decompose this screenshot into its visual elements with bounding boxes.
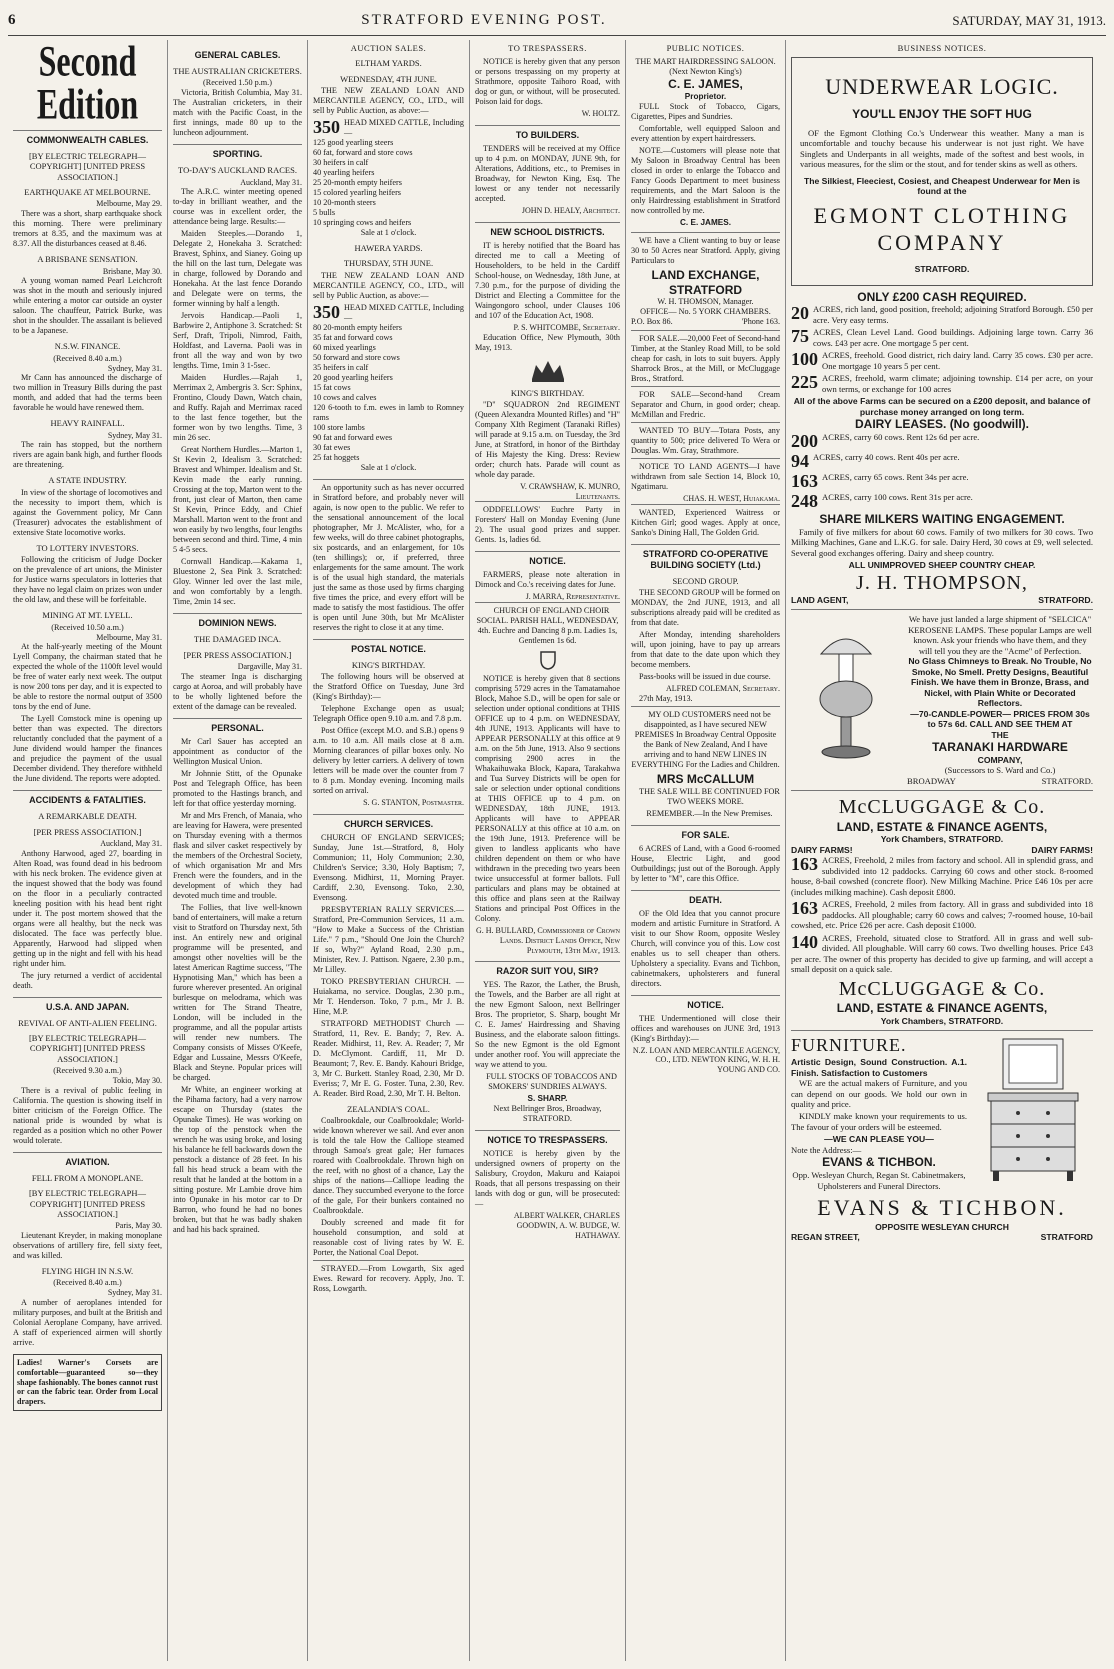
column-heading: BUSINESS NOTICES. xyxy=(897,43,987,53)
barber-advert: YES. The Razor, the Lather, the Brush, the Towels, and the Barber are all right at the new Egmont Saloon, next Bellringer Bros. The proprietor, S. Sharp, bought Mr C. E. James' Hairdressing and Shaving Business, and the elaborate saloon fittings. So the new Egmont is the old Egmont under another roof. You will appreciate the way we attend to you. xyxy=(475,980,620,1070)
cattle-heading: HEAD MIXED CATTLE, Including— xyxy=(344,118,464,138)
advert-subtitle: Artistic Design, Sound Construction. A.1. Finish. Satisfaction to Customers xyxy=(791,1057,967,1078)
acreage-text: ACRES, rich land, good position, freehold; adjoining Stratford Borough. £50 per acre. Very easy terms. xyxy=(813,304,1093,325)
town: STRATFORD. xyxy=(1041,775,1093,786)
dairy-farm-item xyxy=(791,899,1093,930)
agent-title: LAND AGENT, xyxy=(791,594,849,605)
stock-item: 25 fat hoggets xyxy=(313,452,360,462)
furniture-advert xyxy=(791,1031,1093,1191)
article-heading: HAWERA YARDS. xyxy=(354,243,423,254)
article-text: Maiden Steeples.—Dorando 1, Delegate 2, Honekaha 3. Scratched: Bravest, Sphinx, and Sianey. Going up the hill on the last turn, Delegate was in charge, followed by Dorando and Honekaha. At the last fence Dorando and Delegate were on terms, the former winning by half a length. xyxy=(173,229,302,309)
barber-address: Next Bellringer Bros, Broadway, STRATFORD. xyxy=(493,1104,602,1124)
section-heading: ACCIDENTS & FATALITIES. xyxy=(13,790,162,806)
section-heading: SPORTING. xyxy=(173,144,302,160)
dateline: Auckland, May 31. xyxy=(240,177,302,187)
society-subheading: SECOND GROUP. xyxy=(672,575,739,586)
article-heading: FELL FROM A MONOPLANE. xyxy=(31,1172,144,1183)
strayed-notice: STRAYED.—From Lowgarth, Six aged Ewes. Reward for recovery. Apply, Jno. T. Ross, Lowgarth. xyxy=(313,1260,464,1294)
land-exchange-name: LAND EXCHANGE, STRATFORD xyxy=(651,267,760,297)
newspaper-title: STRATFORD EVENING POST. xyxy=(361,12,607,28)
dateline: Brisbane, May 30. xyxy=(102,266,162,276)
firm-location: OPPOSITE WESLEYAN CHURCH xyxy=(875,1221,1009,1232)
stock-list xyxy=(313,323,464,463)
page-number: 6 xyxy=(8,12,16,28)
farm-list xyxy=(791,304,1093,394)
address-row xyxy=(907,776,1093,786)
advert-subtitle: DAIRY LEASES. (No goodwill). xyxy=(855,417,1029,432)
advert-title: FURNITURE. xyxy=(791,1035,907,1056)
acreage-text: ACRES, Clean Level Land. Good buildings. Adjoining large town. Carry 36 cows. £43 per acre. One mortgage 5 per cent. xyxy=(813,327,1093,348)
sale-text: 6 ACRES of Land, with a Good 6-roomed House, Electric Light, and good Outbuildings; just out of the Borough. Apply by letter to "M", care this Office. xyxy=(631,843,780,883)
company-name: COMPANY xyxy=(877,229,1007,255)
article-text: Mr Cann has announced the discharge of two million in Treasury Bills during the past month, and added that had the terms been favorable he would have renewed them. xyxy=(13,373,162,413)
society-text: After Monday, intending shareholders will, upon joining, have to pay up arrears from that date to the date upon which they become members. xyxy=(631,630,780,670)
signature: W. HOLTZ. xyxy=(581,109,620,119)
company-name: TARANAKI HARDWARE xyxy=(932,740,1068,755)
notice-heading: DEATH. xyxy=(631,890,780,906)
acreage-number: 163 xyxy=(791,854,818,875)
article-text: A number of aeroplanes intended for military purposes, and built at the British and Colonial Aeroplane Company, have arrived. A staff of experienced airmen will shortly arrive. xyxy=(13,1298,162,1348)
advert-title: UNDERWEAR LOGIC. xyxy=(825,74,1059,100)
advert-text: KINDLY make known your requirements to us. The favour of your orders will be esteemed. xyxy=(791,1111,967,1132)
signature: ALFRED COLEMAN, Secretary. xyxy=(666,684,780,694)
notice-text: "D" SQUADRON 2nd REGIMENT (Queen Alexandra Mounted Rifles) and "H" Company XIth Regiment (Taranaki Rifles) will parade at 9.15 a.m. on Tuesday, the 3rd June, at Stratford, in honor of the Birthday of His Majesty the King. Dress: Review order; church hats. Parade will count as whole day parade. xyxy=(475,399,620,479)
advert-subtitle: SHARE MILKERS WAITING ENGAGEMENT. xyxy=(819,511,1065,526)
contact-row xyxy=(631,317,780,327)
advert-text: Family of five milkers for about 60 cows. Family of two milkers for 30 cows. Two Milking Machines, Gane and L.K.G. for sale. Dairy Herd, 30 cows at £9, well selected. Several good exchanges offering. Dairy and sheep country. xyxy=(791,526,1093,558)
article-heading: ELTHAM YARDS. xyxy=(355,58,422,69)
auction-text: THE NEW ZEALAND LOAN AND MERCANTILE AGENCY, CO., LTD., will sell by Public Auction, as above:— xyxy=(313,270,464,300)
acreage-number: 200 xyxy=(791,430,818,451)
kerosene-lamp-icon xyxy=(791,614,901,764)
column-5 xyxy=(626,40,786,1661)
article-text: There is a revival of public feeling in California. The question is showing itself in bitter criticism of the Foreign Office. The national pride is wounded by what is regarded as a position which no other Power would tolerate. xyxy=(13,1085,162,1145)
masthead xyxy=(8,6,1106,36)
mccallum-advert: REMEMBER.—In the New Premises. xyxy=(646,808,773,818)
advert-text: ALL UNIMPROVED SHEEP COUNTRY CHEAP. xyxy=(848,560,1036,571)
stock-item: 40 yearling heifers xyxy=(313,168,375,178)
proprietor-title: Proprietor. xyxy=(684,91,727,101)
classified-ad: NOTICE TO LAND AGENTS—I have withdrawn from sale Section 14, Block 10, Ngatimaru. xyxy=(631,458,780,492)
notice-text: Post Office (except M.O. and S.B.) opens 9 a.m. to 10 a.m. All mails close at 8 a.m. Morning clearances of pillar boxes only. No delivery by letter carriers. A delivery of town letters will be made over the counter from 7 to 8 p.m. Monday evening. Incoming mails sorted on arrival. xyxy=(313,726,464,796)
stock-item: 60 mixed yearlings xyxy=(313,342,376,352)
dateline: Melbourne, May 31. xyxy=(96,632,162,642)
notice-text: THE Undermentioned will close their offices and warehouses on JUNE 3rd, 1913 (King's Birthday):— xyxy=(631,1013,780,1043)
article-text: The A.R.C. winter meeting opened to-day in brilliant weather, and the course was in excellent order, the attendance being large. Results:— xyxy=(173,187,302,227)
dairy-farm-list xyxy=(791,855,1093,974)
cattle-count: 350 xyxy=(313,301,340,322)
section-heading: DOMINION NEWS. xyxy=(173,613,302,629)
article-heading: A REMARKABLE DEATH. xyxy=(38,811,137,822)
underwear-advert xyxy=(791,57,1093,286)
acreage-number: 94 xyxy=(791,450,809,471)
society-text: Pass-books will be issued in due course. xyxy=(639,672,771,682)
advert-title: ONLY £200 CASH REQUIRED. xyxy=(857,289,1027,304)
page-columns xyxy=(8,40,1106,1661)
notice-heading: TO BUILDERS. xyxy=(475,125,620,141)
notice-text: NOTICE is hereby given that any person or persons trespassing on my property at Strathmore, opposite Taihoro Road, with dog or gun, or without, will be prosecuted. Poison laid for dogs. xyxy=(475,57,620,107)
dairy-farm-item xyxy=(791,933,1093,975)
article-text: A young woman named Pearl Leichcroft was shot in the mouth and seriously injured while entering a motor car outside an oyster saloon. The chauffeur, Patrick Burke, was shot in the shoulder. The assailant is believed to be a Japanese. xyxy=(13,276,162,336)
advert-text: OF the Egmont Clothing Co.'s Underwear this weather. Many a man is uncomfortable and touchy because his underwear is not just right. We have Singlets and Underpants in all weights, made of the softest and best wools, in various measures, for the slim or the stout, and for tender skins as well as others. xyxy=(800,127,1084,170)
farm-item xyxy=(791,304,1093,325)
stock-list xyxy=(313,138,464,228)
article-text: At the half-yearly meeting of the Mount Lyell Company, the chairman stated that he expected the whole of the 1100ft level would be free of water early next week. The output is now 200 tons per day, and it is expected to be able to restore the normal output of 3500 tons by the end of June. xyxy=(13,642,162,712)
column-4 xyxy=(470,40,626,1661)
company-subtitle: LAND, ESTATE & FINANCE AGENTS, xyxy=(836,819,1048,834)
advert-text: —WE CAN PLEASE YOU— xyxy=(824,1134,934,1145)
copyright-line: [PER PRESS ASSOCIATION.] xyxy=(33,826,142,837)
notice-text: FARMERS, please note alteration in Dimock and Co.'s receiving dates for June. xyxy=(475,570,620,590)
advert-text: The Silkiest, Fleeciest, Cosiest, and Cheapest Underwear for Men is found at the xyxy=(803,175,1081,197)
crown-icon xyxy=(528,357,568,383)
acreage-number: 140 xyxy=(791,931,818,952)
article-heading: N.S.W. FINANCE. xyxy=(54,341,121,352)
notice-heading: NOTICE. xyxy=(631,995,780,1011)
article-text: The jury returned a verdict of accidental death. xyxy=(13,970,162,990)
copyright-line: [BY ELECTRIC TELEGRAPH—COPYRIGHT] [UNITED PRESS ASSOCIATION.] xyxy=(28,1033,147,1064)
coal-poem: Coalbrookdale, our Coalbrookdale; World-wide known wherever we sail. And ever anon is told the tale How the Calliope steamed through Samoa's great gale; Her furnaces roared with Coalbrookdale. Thrown high on the reef, with no ghost of a chance, Lay the ships of the nations—Calliope leading the dance. They succumbed everyone to the force of the gale, For their bunkers contained no Coalbrookdale. xyxy=(313,1116,464,1216)
saloon-text: FULL Stock of Tobacco, Cigars, Cigarettes, Pipes and Sundries. xyxy=(631,101,780,121)
article-text: In view of the shortage of locomotives and the necessity to import them, which is against the Government policy, Mr Cann (Treasurer) advocates the establishment of extensive State locomotive works. xyxy=(13,487,162,537)
classified-ad: WANTED, Experienced Waitress or Kitchen Girl; good wages. Apply at once, Sanko's Dining Hall, The Golden Grid. xyxy=(631,504,780,538)
auction-text: THE NEW ZEALAND LOAN AND MERCANTILE AGENCY, CO., LTD., will sell by Public Auction, as above:— xyxy=(313,86,464,116)
signature: J. MARRA, Representative. xyxy=(525,592,620,602)
church-service: CHURCH OF ENGLAND SERVICES; Sunday, June 1st.—Stratford, 8, Holy Communion; 11, Holy Communion; 2.30, Children's Service; 3.30, Holy Baptism; 7, Evensong. Midhirst, 11, Morning Prayer. Cardiff, 2.30, Evensong. Toko, 2.30, Evensong. xyxy=(313,832,464,902)
acreage-number: 20 xyxy=(791,303,809,324)
acreage-number: 225 xyxy=(791,372,818,393)
article-text: Mr and Mrs French, of Manaia, who are leaving for Hawera, were presented on Thursday evening with a thermos flask and silver casket respectively by the members of the Orchestral Society, of which organisation Mr and Mrs French were the founders, and in the development of which they had devoted much time and trouble. xyxy=(173,810,302,900)
acreage-text: ACRES, Freehold, 2 miles from factory. All in grass and subdivided into 18 paddocks. All ploughable; carry 60 cows and calves; 7-roomed house, 10-bail cowshed, etc. Price £26 per acre. Cash deposit £1000. xyxy=(791,899,1093,931)
company-name: McCLUGGAGE & Co. xyxy=(838,977,1046,1000)
dateline: Sydney, May 31. xyxy=(107,1288,162,1298)
coat-of-arms-icon xyxy=(533,650,563,670)
advert-text: (Successors to S. Ward and Co.) xyxy=(944,765,1056,776)
section-heading: AVIATION. xyxy=(13,1152,162,1168)
stock-item: 30 fat ewes xyxy=(313,442,351,452)
agent-row xyxy=(791,595,1093,605)
notice-text: The following hours will be observed at the Stratford Office on Tuesday, June 3rd (King's Birthday):— xyxy=(313,672,464,702)
signature: G. H. BULLARD, Commissioner of Crown Lands. District Lands Office, New Plymouth, 13th May, 1913. xyxy=(475,926,620,955)
farm-item xyxy=(791,327,1093,348)
stock-item: 60 fat, forward and store cows xyxy=(313,148,413,158)
stock-item: 10 20-month steers xyxy=(313,198,376,208)
acreage-text: ACRES, freehold, warm climate; adjoining township. £14 per acre, on your own terms, or exchange for 100 acres xyxy=(822,373,1093,394)
firm-name: EVANS & TICHBON. xyxy=(822,1155,936,1170)
society-text: THE SECOND GROUP will be formed on MONDAY, the 2nd JUNE, 1913, and all subscriptions already paid will be credited as from that date. xyxy=(631,588,780,628)
article-text: The Follies, that live well-known band of entertainers, will make a return visit to Stratford on Thursday next, 5th inst. An entirely new and original programme will be presented, and amongst other novelties will be the latest American Ragtime success, "The Hypnotising Man," which has been a furore wherever presented. An original burlesque on melodrama, which was written for The Strand Theatre, London, will be included in the programme, and all the popular artists will render new numbers. The Company consists of Misses O'Keefe, Edgar and Lussaine, Messrs O'Keefe, Black and Steyne. Popular prices will be charged. xyxy=(173,902,302,1082)
acreage-text: ACRES, Freehold, 2 miles from factory and school. All in splendid grass, and subdivided into 12 paddocks. Carrying 60 cows and other stock. 8-roomed house, 8-bail cowshed (concrete floor). New Milking Machine. Price £46 10s per acre (includes milking machine). Cash deposit £800. xyxy=(791,855,1093,897)
article-heading: TO-DAY'S AUCKLAND RACES. xyxy=(178,165,297,176)
signature: ALBERT WALKER, CHARLES GOODWIN, A. W. BUDGE, W. HATHAWAY. xyxy=(513,1211,620,1240)
received-line: (Received 8.40 a.m.) xyxy=(53,1278,122,1288)
article-heading: KING'S BIRTHDAY. xyxy=(351,659,426,670)
dateline: Sydney, May 31. xyxy=(107,363,162,373)
sale-date: WEDNESDAY, 4TH JUNE. xyxy=(340,73,437,84)
section-heading: PERSONAL. xyxy=(173,718,302,734)
lease-list xyxy=(791,432,1093,510)
stock-item: 120 6-tooth to f.m. ewes in lamb to Romney rams xyxy=(313,402,464,422)
article-heading: THE AUSTRALIAN CRICKETERS. xyxy=(173,65,302,76)
stock-item: 125 good yearling steers xyxy=(313,138,394,148)
signature: CHAS. H. WEST, Huiakama. xyxy=(683,494,780,504)
article-text: Mr Carl Sauer has accepted an appointment as conductor of the Wellington Musical Union. xyxy=(173,736,302,766)
notice-heading: FOR SALE. xyxy=(631,825,780,841)
signature: S. G. STANTON, Postmaster. xyxy=(363,798,464,808)
acreage-text: ACRES, carry 40 cows. Rent 40s per acre. xyxy=(813,451,960,462)
notice-heading: RAZOR SUIT YOU, SIR? xyxy=(475,961,620,977)
stock-item: 50 forward and store cows xyxy=(313,352,400,362)
copyright-line: [BY ELECTRIC TELEGRAPH—COPYRIGHT] [UNITED PRESS ASSOCIATION.] xyxy=(28,1188,147,1219)
section-heading: GENERAL CABLES. xyxy=(194,50,281,60)
acreage-number: 100 xyxy=(791,349,818,370)
article-text: Maiden Hurdles.—Rajah 1, Merrimax 2, Ambergris 3. Scr: Sphinx, Frontino, Cloudy Dawn, Watch chain, and Ruffy. Rajah and Merrimax raced to the last fence together, but the former won by two lengths. Time, 3 min 26 sec. xyxy=(173,373,302,443)
article-text: Lieutenant Kreyder, in making monoplane observations of artillery fire, fell sixty feet, and was killed. xyxy=(13,1231,162,1261)
stock-item: 10 springing cows and heifers xyxy=(313,218,412,228)
issue-date: SATURDAY, MAY 31, 1913. xyxy=(952,12,1106,28)
euchre-notice: ODDFELLOWS' Euchre Party in Foresters' Hall on Monday Evening (June 2). The usual good prizes and supper. Gents. 1s, ladies 6d. xyxy=(475,501,620,545)
acreage-number: 163 xyxy=(791,470,818,491)
acreage-text: ACRES, freehold. Good district, rich dairy land. Carry 35 cows. £30 per acre. One mortgage 10 years 5 per cent. xyxy=(822,350,1093,371)
land-sale-notice: NOTICE is hereby given that 8 sections comprising 5729 acres in the Tamatamahoe Block, Mahoe S.D., will be open for sale or selection under optional conditions at THIS OFFICE up to 4 p.m. on WEDNESDAY, 4th JUNE, 1913. Applicants will have to APPEAR PERSONALLY at this office at 9 a.m. on the 5th June, 1913. Also 9 sections comprising 2900 acres in the Whakaihuwaka Block, Kapara, Tarakahwa and Tua Survey Districts will be open for sale or selection under optional conditions at THIS OFFICE up to 4 p.m. on WEDNESDAY, 18th JUNE, 1913. Applicants will have to APPEAR PERSONALLY at this office at 10 a.m. on the 19th June, 1913. Preference will be given to landless applicants who have children dependent on them or who have withdrawn in the preceding two years been twice unsuccessful at former ballots. Full particulars and plans may be obtained at this office and plans seen at the Railway Stations and principal Post Offices in the Colony. xyxy=(475,674,620,924)
article-heading: MINING AT MT. LYELL. xyxy=(42,610,133,621)
article-heading: TO LOTTERY INVESTORS. xyxy=(36,542,139,553)
advert-text: We have just landed a large shipment of "SELCICA" KEROSENE LAMPS. These popular Lamps are well known. Ask your friends who have them, and they will tell you they are the "Acme" of Perfection. xyxy=(908,614,1092,656)
sale-time: Sale at 1 o'clock. xyxy=(360,462,417,472)
article-heading: EARTHQUAKE AT MELBOURNE. xyxy=(24,187,151,198)
farm-item xyxy=(791,373,1093,394)
article-text: Victoria, British Columbia, May 31. The Australian cricketers, in their match with the Pacific Coast, in the first innings, made 80 up to the luncheon adjournment. xyxy=(173,88,302,138)
po-box: P.O. Box 86. xyxy=(631,317,673,327)
lease-item xyxy=(791,492,1093,510)
sale-date: THURSDAY, 5TH JUNE. xyxy=(343,258,434,269)
dairy-farm-item xyxy=(791,855,1093,897)
acreage-number: 248 xyxy=(791,490,818,511)
column-3 xyxy=(308,40,470,1661)
article-heading: HEAVY RAINFALL. xyxy=(50,418,125,429)
agent-name: J. H. THOMPSON, xyxy=(856,571,1028,594)
section-heading: COMMONWEALTH CABLES. xyxy=(13,130,162,146)
signature: N.Z. LOAN AND MERCANTILE AGENCY, CO., LTD. NEWTON KING, W. H. H. YOUNG AND CO. xyxy=(632,1045,780,1075)
acreage-number: 75 xyxy=(791,326,809,347)
society-heading: STRATFORD CO-OPERATIVE BUILDING SOCIETY (Ltd.) xyxy=(631,544,780,571)
article-heading: FLYING HIGH IN N.S.W. xyxy=(41,1266,134,1277)
signature: P. S. WHITCOMBE, Secretary. xyxy=(513,322,620,332)
mccluggage-advert xyxy=(791,791,1093,1031)
company-name: COMPANY, xyxy=(977,754,1023,765)
article-heading: A BRISBANE SENSATION. xyxy=(37,254,138,265)
advert-text: WE are the actual makers of Furniture, and you can depend on our goods. We hold our own in quality and price. xyxy=(791,1078,967,1109)
mccallum-name: MRS McCALLUM xyxy=(656,772,755,787)
classified-ad: FOR SALE.—20,000 Feet of Second-hand Timber, at the Stanley Road Mill, to be sold cheap for cash, in lots to suit buyers. Apply Sharrock Bros., at the Mill, or McCluggage Bros., Stratford. xyxy=(631,330,780,384)
dresser-icon xyxy=(973,1035,1093,1185)
edition-heading: Second Edition xyxy=(36,40,139,128)
signature: V. CRAWSHAW, K. MUNRO, Lieutenants. xyxy=(520,481,620,501)
firm-town: STRATFORD xyxy=(1040,1232,1093,1243)
acreage-number: 163 xyxy=(791,898,818,919)
church-service: STRATFORD METHODIST Church —Stratford, 11, Rev. E. Bandy; 7, Rev. A. Reader. Midhirst, 11, Rev. A. Reader; 7, Mr D. McClymont. Cardiff, 11, Mr D. Beaumont; 7, Rev. E. Bandy. Kahouri Bridge, 3, Mr C. Burkett. Stanley Road, 2.30, Mr D. Everiss; 7, Mr E. G. Foster. Tuna, 2.30, Rev. A. Reader. Bird Road, 2.30, Mr T. H. Belton. xyxy=(313,1018,464,1098)
acreage-text: ACRES, carry 60 cows. Rent 12s 6d per acre. xyxy=(822,431,980,442)
section-heading: U.S.A. AND JAPAN. xyxy=(13,997,162,1013)
notice-place: Education Office, New Plymouth, 30th May, 1913. xyxy=(475,332,620,352)
church-service: PRESBYTERIAN RALLY SERVICES.—Stratford, Pre-Communion Services, 11 a.m. "How to Make a Success of the Christian Life." 7 p.m., "Should One Join the Church? If so, Why?" Ayland Road, 2.30 p.m., Minister, Rev. J. Pattison. Ngaere, 2.30 p.m., Mr Lilley. xyxy=(313,904,464,974)
stock-item: 35 fat and forward cows xyxy=(313,332,393,342)
notice-text: TENDERS will be received at my Office up to 4 p.m. on MONDAY, JUNE 9th, for Alterations, Additions, etc., to Premises in Broadway, for Newton King, Esq. The lowest or any tender not necessarily accepted. xyxy=(475,144,620,204)
saloon-text: Comfortable, well equipped Saloon and every attention by expert hairdressers. xyxy=(631,123,780,143)
saloon-heading: THE MART HAIRDRESSING SALOON. (Next Newton King's) xyxy=(635,57,776,77)
sale-time: Sale at 1 o'clock. xyxy=(360,228,417,238)
saloon-text: NOTE.—Customers will please note that My Saloon in Broadway Central has been closed in order to enlarge the Tobacco and Fancy Goods Department to meet business requirements, and the Mart Saloon is the only Hairdressing establishment in Stratford now controlled by me. xyxy=(631,145,780,215)
signature: JOHN D. HEALY, Architect. xyxy=(521,206,620,216)
article-heading: A STATE INDUSTRY. xyxy=(48,475,127,486)
received-line: (Received 1.50 p.m.) xyxy=(203,78,272,88)
advert-text: No Glass Chimneys to Break. No Trouble, No Smoke, No Smell. Pretty Designs, Beautiful Finish. We have them in Bronze, Brass, and Nickel, with Plain White or Decorated Reflectors. xyxy=(908,656,1092,709)
firm-name: EVANS & TICHBON. xyxy=(817,1195,1067,1220)
company-subtitle: LAND, ESTATE & FINANCE AGENTS, xyxy=(836,1000,1048,1015)
article-text: The Lyell Comstock mine is opening up better than was expected. The directors reluctantly concluded that the payment of a June dividend would hamper the finances and prejudice the payment of the usual December dividend. They therefore withheld the June dividend. The reports were adopted. xyxy=(13,714,162,784)
dateline: Tokio, May 30. xyxy=(112,1076,162,1086)
classified-ad: FOR SALE—Second-hand Cream Separator and Churn, in good order; cheap. McMillan and Fredric. xyxy=(631,386,780,420)
received-line: (Received 9.30 a.m.) xyxy=(53,1066,122,1076)
classified-ad: WANTED TO BUY—Totara Posts, any quantity to 500; price delivered To Wera or Douglas. Wm. Gray, Strathmore. xyxy=(631,422,780,456)
lamp-advert xyxy=(791,610,1093,791)
firm-street: REGAN STREET, xyxy=(791,1232,860,1243)
church-service: TOKO PRESBYTERIAN CHURCH. —Huiakama, no service. Douglas, 2.30 p.m., Mr T. Henderson. Toko, 7 p.m., Mr J. B. Hine, M.P. xyxy=(313,976,464,1016)
lease-item xyxy=(791,472,1093,490)
article-heading: THE DAMAGED INCA. xyxy=(193,634,282,645)
lease-item xyxy=(791,452,1093,470)
office-address: OFFICE— No. 5 YORK CHAMBERS. xyxy=(640,307,771,317)
received-line: (Received 10.50 a.m.) xyxy=(51,622,124,632)
company-name: McCLUGGAGE & Co. xyxy=(838,796,1046,819)
stock-item: 20 good yearling heifers xyxy=(313,372,393,382)
advert-text: Note the Address:— xyxy=(791,1144,862,1155)
street: BROADWAY xyxy=(907,775,956,786)
dairy-row xyxy=(791,845,1093,855)
proprietor-name: C. E. JAMES, xyxy=(668,77,743,92)
phone-number: 'Phone 163. xyxy=(741,317,780,327)
dairy-heading: DAIRY FARMS! xyxy=(791,844,853,855)
lease-item xyxy=(791,432,1093,450)
company-address: York Chambers, STRATFORD. xyxy=(880,834,1004,845)
article-text: The steamer Inga is discharging cargo at Aoroa, and will probably have to be wholly lightened before the extent of the damage can be revealed. xyxy=(173,671,302,711)
article-text: There was a short, sharp earthquake shock this morning. There were preliminary tremors at 8.35, and the maximum was at 8.37. All the disturbances ceased at 8.46. xyxy=(13,209,162,249)
firm-row xyxy=(791,1232,1093,1242)
article-text: Following the criticism of Judge Docker on the prevalence of art unions, the Minister for Justice warns speculators in lotteries that they have no legal claim on prizes won under the old law, and these will be forfeitable. xyxy=(13,555,162,605)
company-place: STRATFORD. xyxy=(914,264,970,275)
article-text: Mr White, an engineer working at the Pihama factory, had a very narrow escape on Thursday (states the Opunake Times). He was working on the top of the penstock when the wrench he was using broke, and losing his balance he fell backwards down the penstock a distance of 28 feet. In his fall his head struck a beam with the result that he landed at the bottom in a sitting posture. Mr Lambie drove him into Opunake in his motor car to Dr Barron, who found he had no bones broken, but that he was badly shaken and had his back sprained. xyxy=(173,1084,302,1234)
mccallum-advert: THE SALE WILL BE CONTINUED FOR TWO WEEKS MORE. xyxy=(639,786,780,806)
stock-item: 100 store lambs xyxy=(313,422,365,432)
notice-text: NOTICE is hereby given by the undersigned owners of property on the Salisbury, Croydon, Makuru and Kaiapoi Roads, that all persons trespassing on their lands with dog or gun, will be prosecuted:— xyxy=(475,1149,620,1209)
stock-item: 5 bulls xyxy=(313,208,336,218)
column-heading: AUCTION SALES. xyxy=(350,43,427,53)
advert-text: —70-CANDLE-POWER— PRICES FROM 30s to 57s 6d. CALL AND SEE THEM AT xyxy=(910,708,1090,730)
notice-text: IT is hereby notified that the Board has directed me to call a Meeting of Householders, to be held in the Cardiff School-house, on Wednesday, 18th June, at 7.30 p.m., for the purpose of dividing the District and Electing a Committee for the Waingongoro school, under Clauses 106 and 107 of the Education Act, 1908. xyxy=(475,240,620,320)
photo-advert: An opportunity such as has never occurred in Stratford before, and probably never will again, is now open to the public. We refer to the sensational announcement of the local photographer, Mr J. McAlister, who, for a few weeks, will do three cabinet photographs, six postcards, and an enlargement, for 10s (ten shillings); or, if preferred, three enlargements for the same amount. The work is of the usual high standard, the materials just the same as those used by firms charging five times the price, and every effort will be made to satisfy the most fastidious. The offer is open until June 30th, but Mr McAlister reserves the right to close it at any time. xyxy=(313,479,464,633)
stock-item: 90 fat and forward ewes xyxy=(313,432,393,442)
article-text: The rain has stopped, but the northern rivers are again bank high, and further floods are threatening. xyxy=(13,440,162,470)
copyright-line: [BY ELECTRIC TELEGRAPH—COPYRIGHT] [UNITED PRESS ASSOCIATION.] xyxy=(28,150,147,182)
article-text: Cornwall Handicap.—Kakama 1, Bluestone 2, Sea Pink 3. Scratched: Gloy. Winner led over the last mile, and won comfortably by a length. Time, 2min 14 sec. xyxy=(173,557,302,607)
notice-heading: NOTICE TO TRESPASSERS. xyxy=(475,1130,620,1146)
column-heading: PUBLIC NOTICES. xyxy=(666,43,745,53)
death-text: OF the Old Idea that you cannot procure modern and artistic Furniture in Stratford. A visit to our Show Room, opposite Wesley Church, will convince you of this. Low cost enables us to sell cheaper than others. Upholstery a speciality. Evans and Tichbon, cabinetmakers, upholsterers and funeral directors. xyxy=(631,908,780,988)
notice-heading: NEW SCHOOL DISTRICTS. xyxy=(475,222,620,238)
dairy-heading: DAIRY FARMS! xyxy=(1031,844,1093,855)
dateline: Paris, May 30. xyxy=(115,1221,162,1231)
barber-advert: FULL STOCKS OF TOBACCOS AND SMOKERS' SUNDRIES ALWAYS. xyxy=(486,1072,617,1092)
stock-item: 15 colored yearling heifers xyxy=(313,188,401,198)
agent-place: STRATFORD. xyxy=(1038,594,1093,605)
farm-item xyxy=(791,350,1093,371)
firm-address: Opp. Wesleyan Church, Regan St. Cabinetmakers, Upholsterers and Funeral Directors. xyxy=(792,1170,966,1191)
company-address: York Chambers, STRATFORD. xyxy=(880,1015,1004,1026)
stock-item: 30 heifers in calf xyxy=(313,158,369,168)
article-heading: ZEALANDIA'S COAL. xyxy=(347,1103,430,1114)
section-heading: POSTAL NOTICE. xyxy=(313,639,464,655)
advert-subtitle: YOU'LL ENJOY THE SOFT HUG xyxy=(852,107,1032,122)
cattle-count: 350 xyxy=(313,117,340,138)
company-name: THE xyxy=(991,729,1009,740)
stock-item: 80 20-month empty heifers xyxy=(313,322,402,332)
notice-heading: TO TRESPASSERS. xyxy=(508,43,587,53)
dateline: Sydney, May 31. xyxy=(107,430,162,440)
column-1 xyxy=(8,40,168,1661)
notice-text: Telephone Exchange open as usual; Telegraph Office open 9.10 a.m. and 7.8 p.m. xyxy=(313,704,464,724)
notice-heading: NOTICE. xyxy=(475,551,620,567)
society-date: 27th May, 1913. xyxy=(639,694,693,704)
land-exchange-text: WE have a Client wanting to buy or lease 30 to 50 Acres near Stratford. Apply, giving Particulars to xyxy=(631,232,780,266)
thompson-advert xyxy=(791,290,1093,611)
column-6 xyxy=(786,40,1098,1661)
article-text: Mr Johnnie Stitt, of the Opunake Post and Telegraph Office, has been promoted to the Hastings branch, and left for that office yesterday morning. xyxy=(173,768,302,808)
article-text: Anthony Harwood, aged 27, boarding in Alten Road, was found dead in his bedroom with his neck broken. The evidence given at the inquest showed that the body was found on the floor in a peculiarly contracted kneeling position with his head bent right under it. The post mortem showed that the organs were all healthy, but the neck was dislocated. The face was perfectly blue. Apparently, Harwood had slipped when getting up in the night and fell with his head right under him. xyxy=(13,848,162,968)
stock-item: 15 fat cows xyxy=(313,382,351,392)
received-line: (Received 8.40 a.m.) xyxy=(53,353,122,363)
coal-advert: Doubly screened and made fit for household consumption, and sold at reasonable cost of living rates by W. E. Porter, the National Coal Depot. xyxy=(313,1218,464,1258)
article-text: Jervois Handicap.—Paoli 1, Barbwire 2, Antiphone 3. Scratched: St Serf, Draft, Tripoli, Nimrod, Faith, Holdfast, and Laverna. Paoli was in front all the way and won by two lengths. Time, 1min 3 1-5sec. xyxy=(173,311,302,371)
advert-text: All of the above Farms can be secured on a £200 deposit, and balance of purchase money arranged on long term. xyxy=(793,396,1091,417)
company-name: EGMONT CLOTHING xyxy=(813,202,1071,228)
dateline: Melbourne, May 29. xyxy=(96,199,162,209)
mccallum-advert: MY OLD CUSTOMERS need not be disappointed, as I have secured NEW PREMISES In Broadway Central Opposite the Bank of New Zealand, And I have arriving and to hand NEW LINES IN EVERYTHING For the Ladies and Children. xyxy=(631,706,780,770)
notice-heading: KING'S BIRTHDAY. xyxy=(510,387,585,398)
stock-item: 35 heifers in calf xyxy=(313,362,369,372)
manager-name: W. H. THOMSON, Manager. xyxy=(657,297,754,307)
section-heading: CHURCH SERVICES. xyxy=(313,814,464,830)
dateline: Auckland, May 31. xyxy=(100,839,162,848)
article-heading: REVIVAL OF ANTI-ALIEN FEELING. xyxy=(18,1017,157,1028)
acreage-text: ACRES, carry 65 cows. Rent 34s per acre. xyxy=(822,471,969,482)
stock-item: 10 cows and calves xyxy=(313,392,377,402)
corset-advert: Ladies! Warner's Corsets are comfortable—guaranteed so—they shape fashionably. The bones cannot rust or can the fabric tear. Order from Local drapers. xyxy=(13,1354,162,1411)
column-2 xyxy=(168,40,308,1661)
cattle-heading: HEAD MIXED CATTLE, Including— xyxy=(344,302,464,322)
signature: C. E. JAMES. xyxy=(680,217,731,227)
stock-item: 25 20-month empty heifers xyxy=(313,178,402,188)
barber-name: S. SHARP. xyxy=(527,1094,568,1104)
dateline: Dargaville, May 31. xyxy=(237,662,302,672)
article-text: Great Northern Hurdles.—Marton 1, St Kevin 2, Idealism 3. Scratched: Bravest and Whimper. Idealism and St. Kevin made the early running. Crossing at the top, Marton went to the front, just clear of Marton, then came St Kevin, Prince Eddy, and Chief Marshall. Marton went to the front and won easily by two lengths, four lengths between second and third. Time, 4 min 5 4-5 secs. xyxy=(173,445,302,555)
copyright-line: [PER PRESS ASSOCIATION.] xyxy=(183,649,292,660)
acreage-text: ACRES, carry 100 cows. Rent 31s per acre. xyxy=(822,491,973,502)
choir-notice: CHURCH OF ENGLAND CHOIR SOCIAL. PARISH HALL, WEDNESDAY, 4th. Euchre and Dancing 8 p.m. Ladies 1s, Gentlemen 1s 6d. xyxy=(475,602,620,646)
acreage-text: ACRES, Freehold, situated close to Stratford. All in grass and well sub-divided. All ploughable. Will carry 60 cows. Two dwelling houses. Price £43 per acre. The owner of this property has decided to give up farming, and will accept a small deposit on a quick sale. xyxy=(791,932,1093,975)
